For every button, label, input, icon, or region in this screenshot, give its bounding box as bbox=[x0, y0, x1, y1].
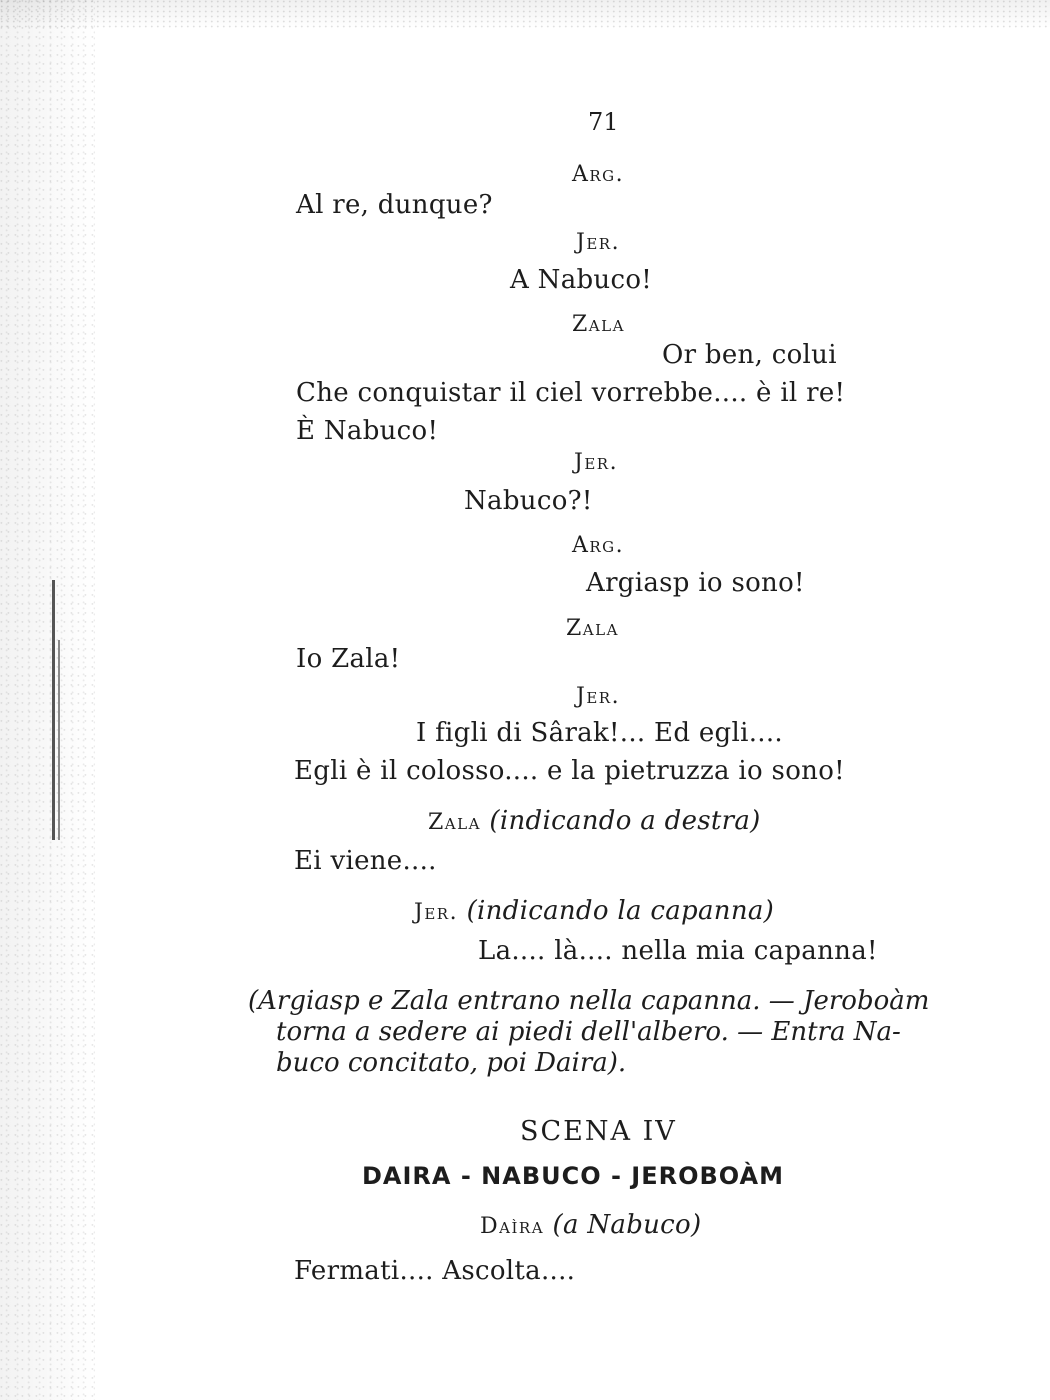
page-left-edge bbox=[0, 0, 95, 1400]
speaker-label: Jer. bbox=[576, 684, 621, 709]
verse-line: Or ben, colui bbox=[662, 340, 837, 370]
speaker-label: Arg. bbox=[572, 162, 625, 187]
verse-line: Argiasp io sono! bbox=[586, 568, 805, 598]
verse-line: I figli di Sârak!... Ed egli.... bbox=[416, 718, 783, 748]
page-number: 71 bbox=[588, 108, 619, 136]
speaker-with-direction bbox=[428, 808, 761, 836]
stage-direction-inline: (a Nabuco) bbox=[552, 1210, 702, 1240]
stage-direction-inline: (indicando la capanna) bbox=[466, 896, 775, 926]
verse-line: Nabuco?! bbox=[464, 486, 593, 516]
verse-line: Io Zala! bbox=[296, 644, 401, 674]
stage-direction-inline: (indicando a destra) bbox=[489, 806, 761, 836]
speaker-label: Jer. bbox=[576, 230, 621, 255]
scene-characters: DAIRA - NABUCO - JEROBOÀM bbox=[362, 1162, 784, 1190]
verse-line: Al re, dunque? bbox=[296, 190, 493, 220]
speaker-label: Zala bbox=[572, 312, 625, 337]
stage-direction-line: buco concitato, poi Daira). bbox=[276, 1048, 627, 1078]
page-top-edge bbox=[0, 0, 1050, 28]
speaker-label: Jer. bbox=[574, 450, 619, 475]
speaker-with-direction bbox=[480, 1212, 701, 1240]
verse-line: La.... là.... nella mia capanna! bbox=[478, 936, 878, 966]
speaker-with-direction bbox=[414, 898, 774, 926]
verse-line: Che conquistar il ciel vorrebbe.... è il re! bbox=[296, 378, 846, 408]
speaker-label: Zala bbox=[428, 810, 481, 835]
verse-line: È Nabuco! bbox=[296, 416, 439, 446]
stage-direction-line: (Argiasp e Zala entrano nella capanna. — Jeroboàm bbox=[248, 986, 930, 1016]
stage-direction-line: torna a sedere ai piedi dell'albero. — Entra Na- bbox=[276, 1017, 901, 1047]
scene-heading: SCENA IV bbox=[520, 1116, 677, 1147]
margin-mark-secondary bbox=[58, 640, 60, 840]
verse-line: Ei viene.... bbox=[294, 846, 437, 876]
verse-line: Egli è il colosso.... e la pietruzza io sono! bbox=[294, 756, 845, 786]
stage-direction-paragraph bbox=[248, 986, 960, 1079]
margin-mark bbox=[52, 580, 55, 840]
speaker-label: Jer. bbox=[414, 900, 459, 925]
speaker-label: Arg. bbox=[572, 533, 625, 558]
verse-line: A Nabuco! bbox=[510, 265, 653, 295]
speaker-label: Daìra bbox=[480, 1214, 545, 1239]
verse-line: Fermati.... Ascolta.... bbox=[294, 1256, 576, 1286]
speaker-label: Zala bbox=[566, 616, 619, 641]
